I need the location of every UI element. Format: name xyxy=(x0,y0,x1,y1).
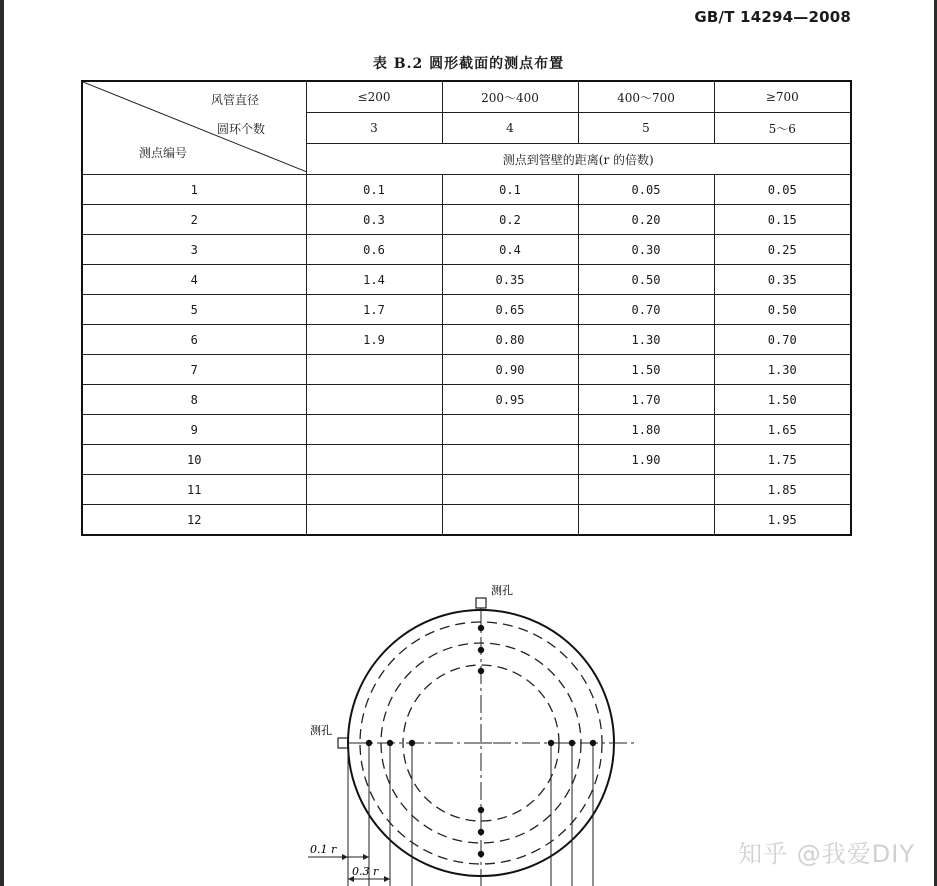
probe-hole-top xyxy=(476,598,486,608)
distance-header: 测点到管壁的距离(r 的倍数) xyxy=(306,144,851,175)
distance-value-cell: 1.4 xyxy=(306,265,442,295)
distance-value-cell: 0.90 xyxy=(442,355,578,385)
distance-value-cell: 0.80 xyxy=(442,325,578,355)
measure-point xyxy=(548,740,554,746)
distance-value-cell xyxy=(442,475,578,505)
ring-count-label: 圆环个数 xyxy=(217,122,266,136)
distance-value-cell: 0.25 xyxy=(714,235,851,265)
distance-value-cell xyxy=(306,355,442,385)
point-number-cell: 7 xyxy=(82,355,306,385)
table-row xyxy=(82,415,851,445)
ring-count-cell: 4 xyxy=(442,113,578,144)
distance-value-cell xyxy=(306,505,442,536)
point-number-cell: 4 xyxy=(82,265,306,295)
distance-value-cell: 0.50 xyxy=(714,295,851,325)
distance-value-cell: 1.50 xyxy=(578,355,714,385)
table-row xyxy=(82,175,851,205)
point-number-cell: 12 xyxy=(82,505,306,536)
dimension-0-3r: 0.3 r xyxy=(352,865,379,878)
distance-value-cell: 0.1 xyxy=(306,175,442,205)
distance-value-cell: 0.35 xyxy=(714,265,851,295)
distance-value-cell: 0.35 xyxy=(442,265,578,295)
point-number-cell: 5 xyxy=(82,295,306,325)
table-row xyxy=(82,475,851,505)
distance-value-cell: 1.80 xyxy=(578,415,714,445)
distance-value-cell xyxy=(306,445,442,475)
corner-header-cell xyxy=(82,81,306,175)
distance-value-cell xyxy=(442,415,578,445)
measure-point xyxy=(366,740,372,746)
table-title: 表 B.2 圆形截面的测点布置 xyxy=(372,56,565,72)
distance-value-cell: 1.50 xyxy=(714,385,851,415)
distance-value-cell xyxy=(442,505,578,536)
table-row xyxy=(82,235,851,265)
dimension-0-1r: 0.1 r xyxy=(310,843,337,856)
ring-count-cell: 5～6 xyxy=(714,113,851,144)
distance-value-cell: 0.05 xyxy=(714,175,851,205)
distance-value-cell: 1.7 xyxy=(306,295,442,325)
distance-value-cell: 0.05 xyxy=(578,175,714,205)
point-number-cell: 11 xyxy=(82,475,306,505)
point-number-label: 测点编号 xyxy=(139,146,188,160)
distance-value-cell: 1.30 xyxy=(578,325,714,355)
distance-value-cell: 0.65 xyxy=(442,295,578,325)
measure-point xyxy=(590,740,596,746)
distance-value-cell: 0.6 xyxy=(306,235,442,265)
table-row xyxy=(82,445,851,475)
distance-value-cell: 1.75 xyxy=(714,445,851,475)
duct-diameter-label: 风管直径 xyxy=(211,93,260,107)
measurement-points-table xyxy=(81,80,852,536)
probe-hole-left-label: 测孔 xyxy=(310,724,332,737)
distance-value-cell xyxy=(306,475,442,505)
distance-value-cell: 0.70 xyxy=(578,295,714,325)
diameter-header: ≤200 xyxy=(306,81,442,113)
distance-value-cell: 1.65 xyxy=(714,415,851,445)
distance-value-cell: 1.90 xyxy=(578,445,714,475)
point-number-cell: 3 xyxy=(82,235,306,265)
distance-value-cell: 0.20 xyxy=(578,205,714,235)
distance-value-cell xyxy=(578,475,714,505)
watermark: 知乎 @我爱DIY xyxy=(738,840,915,868)
measure-point xyxy=(387,740,393,746)
diagonal-line xyxy=(83,82,307,172)
table-row xyxy=(82,325,851,355)
table-row xyxy=(82,295,851,325)
table-row xyxy=(82,355,851,385)
distance-value-cell xyxy=(442,445,578,475)
point-number-cell: 1 xyxy=(82,175,306,205)
distance-value-cell xyxy=(578,505,714,536)
measure-point xyxy=(569,740,575,746)
point-number-cell: 6 xyxy=(82,325,306,355)
distance-value-cell: 1.9 xyxy=(306,325,442,355)
point-number-cell: 8 xyxy=(82,385,306,415)
distance-value-cell xyxy=(306,385,442,415)
distance-value-cell: 0.2 xyxy=(442,205,578,235)
distance-value-cell: 0.1 xyxy=(442,175,578,205)
distance-value-cell: 0.30 xyxy=(578,235,714,265)
distance-value-cell xyxy=(306,415,442,445)
measure-point xyxy=(478,668,484,674)
diameter-header: 200～400 xyxy=(442,81,578,113)
table-row xyxy=(82,205,851,235)
distance-value-cell: 1.30 xyxy=(714,355,851,385)
measure-point xyxy=(478,807,484,813)
distance-value-cell: 0.3 xyxy=(306,205,442,235)
ring-count-cell: 3 xyxy=(306,113,442,144)
distance-value-cell: 0.15 xyxy=(714,205,851,235)
distance-value-cell: 0.4 xyxy=(442,235,578,265)
diameter-header: 400～700 xyxy=(578,81,714,113)
point-number-cell: 10 xyxy=(82,445,306,475)
probe-hole-top-label: 测孔 xyxy=(491,584,513,597)
table-row xyxy=(82,385,851,415)
distance-value-cell: 1.85 xyxy=(714,475,851,505)
distance-value-cell: 1.70 xyxy=(578,385,714,415)
ring-count-cell: 5 xyxy=(578,113,714,144)
measure-point xyxy=(478,851,484,857)
table-row xyxy=(82,505,851,536)
measure-point xyxy=(478,625,484,631)
diameter-header: ≥700 xyxy=(714,81,851,113)
distance-value-cell: 0.70 xyxy=(714,325,851,355)
standard-number: GB/T 14294—2008 xyxy=(694,8,851,26)
measure-point xyxy=(478,647,484,653)
point-number-cell: 9 xyxy=(82,415,306,445)
table-row xyxy=(82,265,851,295)
distance-value-cell: 0.50 xyxy=(578,265,714,295)
probe-hole-left xyxy=(338,738,348,748)
measure-point xyxy=(478,829,484,835)
measure-point xyxy=(409,740,415,746)
distance-value-cell: 1.95 xyxy=(714,505,851,536)
point-number-cell: 2 xyxy=(82,205,306,235)
distance-value-cell: 0.95 xyxy=(442,385,578,415)
